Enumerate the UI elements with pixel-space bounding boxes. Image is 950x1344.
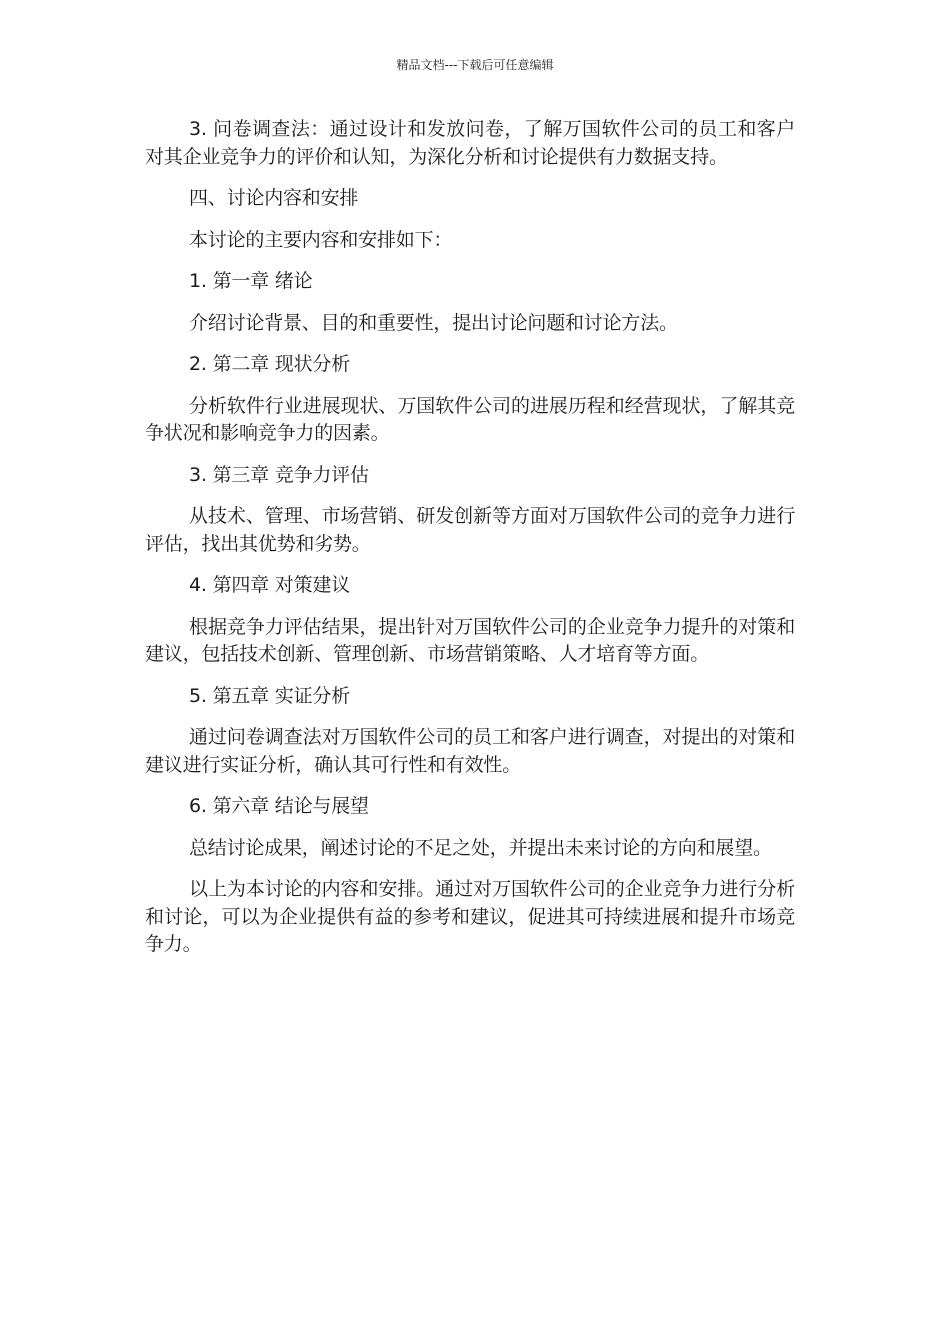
chapter-1-description: 介绍讨论背景、目的和重要性，提出讨论问题和讨论方法。 [189, 311, 678, 334]
chapter-2-description: 分析软件行业进展现状、万国软件公司的进展历程和经营现状，了解其竞争状况和影响竞争力的因素。 [145, 394, 795, 444]
chapter-4-description: 根据竞争力评估结果，提出针对万国软件公司的企业竞争力提升的对策和建议，包括技术创新、管理创新、市场营销策略、人才培育等方面。 [145, 615, 795, 665]
chapter-1-heading: 1. 第一章 绪论 [189, 270, 313, 292]
chapter-3-heading: 3. 第三章 竞争力评估 [189, 463, 369, 486]
chapter-4-heading: 4. 第四章 对策建议 [189, 574, 351, 596]
section-heading-discussion-content: 四、讨论内容和安排 [189, 187, 359, 209]
chapter-5-description: 通过问卷调查法对万国软件公司的员工和客户进行调查，对提出的对策和建议进行实证分析，确认其可行性和有效性。 [145, 726, 795, 776]
chapter-6-description: 总结讨论成果，阐述讨论的不足之处，并提出未来讨论的方向和展望。 [189, 836, 772, 859]
chapter-5-heading: 5. 第五章 实证分析 [189, 684, 351, 707]
paragraph-conclusion: 以上为本讨论的内容和安排。通过对万国软件公司的企业竞争力进行分析和讨论，可以为企业提供有益的参考和建议，促进其可持续进展和提升市场竞争力。 [145, 878, 795, 955]
chapter-3-description: 从技术、管理、市场营销、研发创新等方面对万国软件公司的竞争力进行评估，找出其优势和劣势。 [145, 505, 795, 555]
page-header: 精品文档---下载后可任意编辑 [396, 58, 554, 72]
paragraph-questionnaire-method: 3. 问卷调查法：通过设计和发放问卷，了解万国软件公司的员工和客户对其企业竞争力的评价和认知，为深化分析和讨论提供有力数据支持。 [145, 118, 795, 168]
paragraph-intro: 本讨论的主要内容和安排如下： [189, 228, 453, 251]
chapter-2-heading: 2. 第二章 现状分析 [189, 353, 351, 375]
chapter-6-heading: 6. 第六章 结论与展望 [189, 795, 369, 817]
document-body [145, 116, 795, 973]
